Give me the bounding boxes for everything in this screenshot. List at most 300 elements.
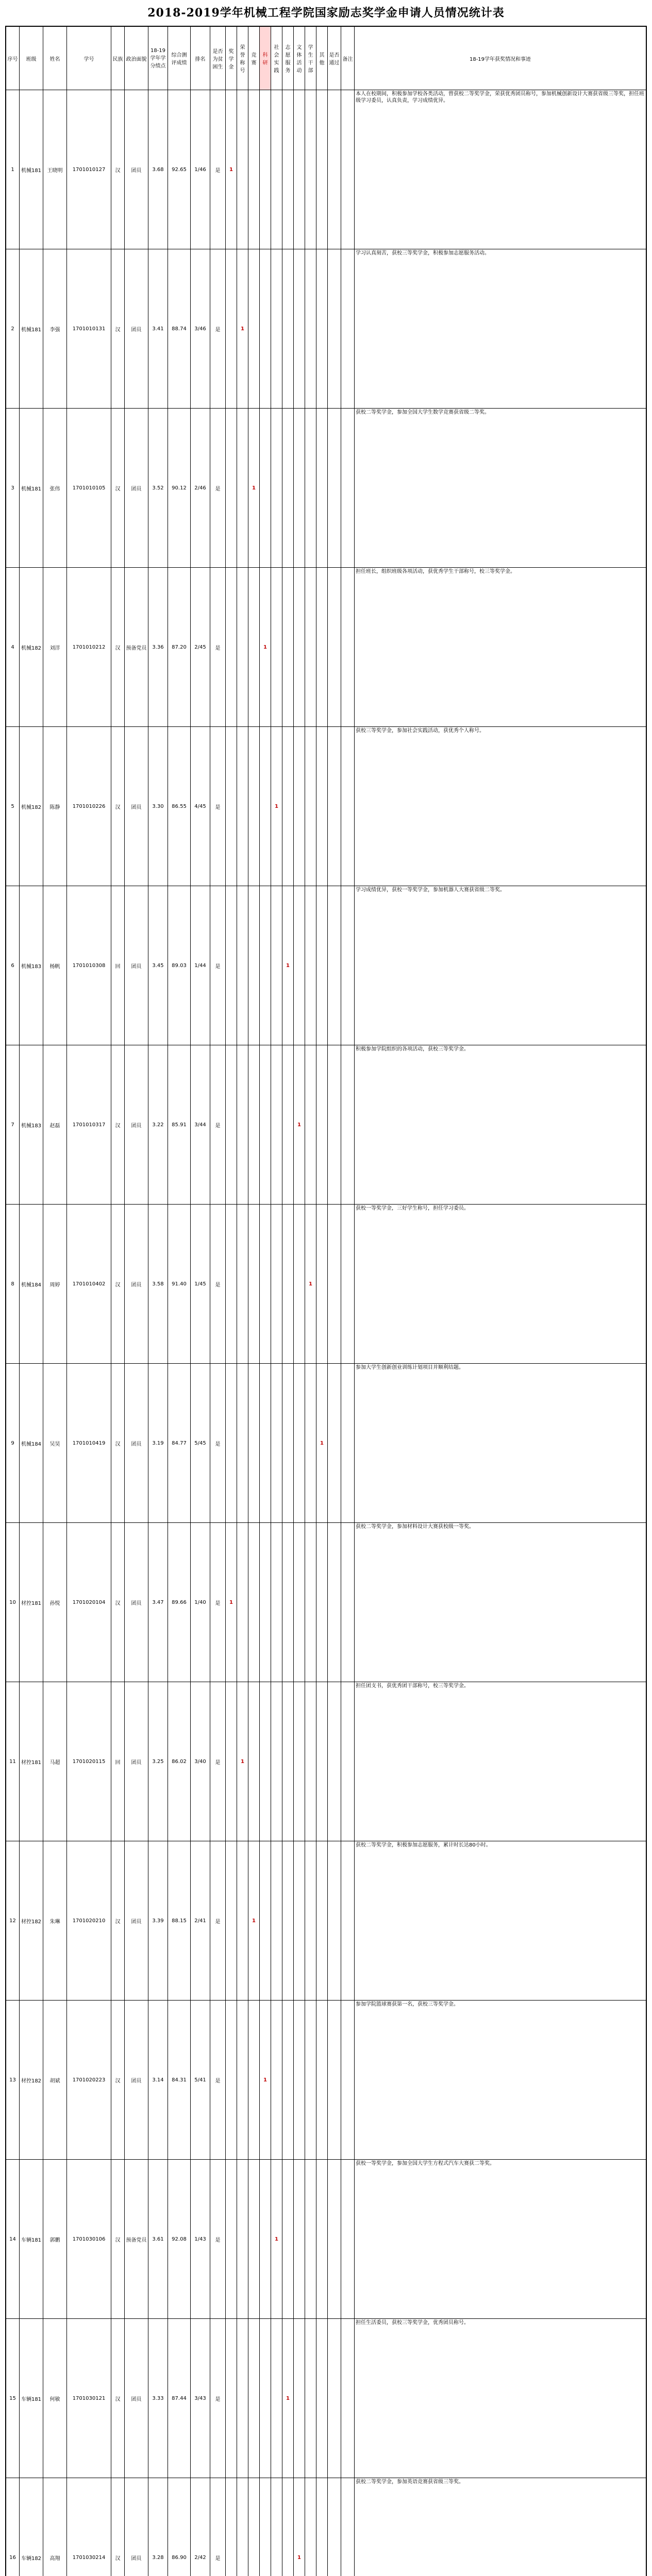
cell-no: 4 — [6, 568, 20, 727]
cell-award — [316, 568, 328, 727]
cell-gpa: 3.30 — [148, 727, 168, 886]
cell-ethnic: 回 — [111, 1682, 125, 1841]
cell-student-id: 1701010317 — [67, 1045, 111, 1205]
table-row — [6, 2001, 646, 2160]
cell-political: 团员 — [125, 2001, 148, 2160]
cell-poverty: 是 — [210, 249, 226, 409]
cell-award — [282, 90, 294, 249]
cell-name: 孙悦 — [43, 1523, 67, 1682]
cell-award — [305, 1523, 316, 1682]
cell-award — [226, 2001, 237, 2160]
cell-flag — [341, 2319, 355, 2478]
cell-description: 获校一等奖学金，参加全国大学生方程式汽车大赛获二等奖。 — [355, 2160, 646, 2319]
cell-award — [237, 2478, 248, 2576]
cell-rank: 3/46 — [191, 249, 210, 409]
cell-award — [260, 2160, 271, 2319]
col-student-id: 学号 — [67, 27, 111, 90]
cell-score: 87.44 — [168, 2319, 191, 2478]
col-description: 18-19学年获奖情况和事迹 — [355, 27, 646, 90]
cell-award — [294, 1205, 305, 1364]
cell-description: 担任团支书，获优秀团干部称号，校三等奖学金。 — [355, 1682, 646, 1841]
statistics-table — [6, 26, 646, 2576]
cell-award — [305, 2160, 316, 2319]
statistics-table-container — [5, 26, 647, 2576]
cell-poverty: 是 — [210, 886, 226, 1045]
cell-no: 7 — [6, 1045, 20, 1205]
cell-award — [226, 2160, 237, 2319]
cell-award — [248, 727, 260, 886]
cell-award — [260, 1523, 271, 1682]
cell-flag — [341, 568, 355, 727]
cell-award: 1 — [260, 2001, 271, 2160]
cell-award — [260, 1205, 271, 1364]
cell-flag — [341, 409, 355, 568]
col-score: 综合测评成绩 — [168, 27, 191, 90]
table-row — [6, 409, 646, 568]
cell-award: 1 — [316, 1364, 328, 1523]
cell-award — [305, 2001, 316, 2160]
cell-rank: 2/41 — [191, 1841, 210, 2001]
cell-award — [237, 727, 248, 886]
cell-award — [294, 568, 305, 727]
cell-award — [305, 886, 316, 1045]
cell-description: 参加大学生创新创业训练计划项目并顺利结题。 — [355, 1364, 646, 1523]
cell-score: 92.08 — [168, 2160, 191, 2319]
cell-award — [260, 727, 271, 886]
cell-no: 15 — [6, 2319, 20, 2478]
cell-gpa: 3.36 — [148, 568, 168, 727]
cell-award: 1 — [237, 249, 248, 409]
cell-award — [305, 2478, 316, 2576]
col-award9: 其他 — [316, 27, 328, 90]
cell-award — [237, 1205, 248, 1364]
cell-gpa: 3.52 — [148, 409, 168, 568]
cell-gpa: 3.28 — [148, 2478, 168, 2576]
cell-flag — [328, 249, 341, 409]
cell-political: 团员 — [125, 886, 148, 1045]
cell-flag — [341, 1523, 355, 1682]
cell-flag — [341, 886, 355, 1045]
cell-award: 1 — [282, 2319, 294, 2478]
cell-award — [282, 2160, 294, 2319]
cell-no: 6 — [6, 886, 20, 1045]
cell-award — [316, 409, 328, 568]
table-row — [6, 2478, 646, 2576]
cell-gpa: 3.45 — [148, 886, 168, 1045]
cell-poverty: 是 — [210, 727, 226, 886]
cell-no: 14 — [6, 2160, 20, 2319]
cell-award — [305, 727, 316, 886]
cell-flag — [328, 1205, 341, 1364]
cell-political: 团员 — [125, 1523, 148, 1682]
cell-flag — [328, 409, 341, 568]
table-row — [6, 2160, 646, 2319]
cell-gpa: 3.41 — [148, 249, 168, 409]
cell-award — [305, 1364, 316, 1523]
table-row — [6, 1045, 646, 1205]
cell-no: 3 — [6, 409, 20, 568]
cell-award — [237, 886, 248, 1045]
cell-award: 1 — [305, 1205, 316, 1364]
cell-no: 5 — [6, 727, 20, 886]
cell-award — [226, 1841, 237, 2001]
cell-award — [226, 568, 237, 727]
col-no: 序号 — [6, 27, 20, 90]
col-award1: 奖学金 — [226, 27, 237, 90]
cell-rank: 3/43 — [191, 2319, 210, 2478]
cell-award — [248, 2001, 260, 2160]
cell-student-id: 1701010127 — [67, 90, 111, 249]
cell-award — [316, 1841, 328, 2001]
cell-award — [305, 409, 316, 568]
cell-award — [271, 90, 282, 249]
cell-award — [316, 2478, 328, 2576]
cell-award — [282, 2001, 294, 2160]
cell-score: 89.03 — [168, 886, 191, 1045]
cell-rank: 1/46 — [191, 90, 210, 249]
cell-name: 朱琳 — [43, 1841, 67, 2001]
table-row — [6, 249, 646, 409]
cell-name: 郭鹏 — [43, 2160, 67, 2319]
cell-student-id: 1701030106 — [67, 2160, 111, 2319]
cell-award — [294, 2319, 305, 2478]
cell-award — [294, 249, 305, 409]
cell-political: 预备党员 — [125, 2160, 148, 2319]
cell-award — [260, 90, 271, 249]
cell-rank: 2/45 — [191, 568, 210, 727]
cell-award — [271, 1205, 282, 1364]
cell-description: 获校二等奖学金，参加英语竞赛获省级三等奖。 — [355, 2478, 646, 2576]
cell-award — [282, 1205, 294, 1364]
cell-flag — [341, 2160, 355, 2319]
cell-award — [316, 1045, 328, 1205]
cell-award — [237, 568, 248, 727]
cell-flag — [328, 568, 341, 727]
cell-poverty: 是 — [210, 2478, 226, 2576]
cell-student-id: 1701010226 — [67, 727, 111, 886]
cell-award — [316, 2001, 328, 2160]
cell-award — [226, 2478, 237, 2576]
cell-award — [305, 1682, 316, 1841]
cell-flag — [328, 2478, 341, 2576]
cell-flag — [341, 1682, 355, 1841]
cell-award — [226, 1045, 237, 1205]
cell-description: 参加学院篮球赛获第一名，获校三等奖学金。 — [355, 2001, 646, 2160]
cell-political: 团员 — [125, 1364, 148, 1523]
cell-ethnic: 汉 — [111, 1364, 125, 1523]
cell-award — [248, 886, 260, 1045]
cell-name: 李强 — [43, 249, 67, 409]
cell-rank: 5/41 — [191, 2001, 210, 2160]
cell-description: 担任班长，组织班级各项活动，获优秀学生干部称号，校三等奖学金。 — [355, 568, 646, 727]
cell-award — [271, 249, 282, 409]
cell-poverty: 是 — [210, 2319, 226, 2478]
table-row — [6, 727, 646, 886]
cell-political: 团员 — [125, 249, 148, 409]
col-award2: 荣誉称号 — [237, 27, 248, 90]
cell-award — [271, 1682, 282, 1841]
table-body — [6, 90, 646, 2576]
col-award8: 学生干部 — [305, 27, 316, 90]
cell-poverty: 是 — [210, 1364, 226, 1523]
cell-award: 1 — [294, 1045, 305, 1205]
cell-award — [316, 1523, 328, 1682]
cell-award — [271, 1045, 282, 1205]
cell-political: 团员 — [125, 409, 148, 568]
cell-ethnic: 汉 — [111, 90, 125, 249]
cell-flag — [341, 1841, 355, 2001]
cell-description: 获校二等奖学金，参加材料设计大赛获校级一等奖。 — [355, 1523, 646, 1682]
cell-ethnic: 汉 — [111, 409, 125, 568]
cell-award — [226, 409, 237, 568]
cell-gpa: 3.61 — [148, 2160, 168, 2319]
table-row — [6, 90, 646, 249]
cell-award — [248, 2319, 260, 2478]
cell-description: 学习认真刻苦，获校三等奖学金，积极参加志愿服务活动。 — [355, 249, 646, 409]
cell-award — [282, 1841, 294, 2001]
cell-description: 学习成绩优异，获校一等奖学金，参加机器人大赛获省级二等奖。 — [355, 886, 646, 1045]
cell-ethnic: 汉 — [111, 2001, 125, 2160]
cell-award — [271, 409, 282, 568]
cell-flag — [341, 1205, 355, 1364]
cell-award — [294, 90, 305, 249]
cell-award — [226, 1364, 237, 1523]
cell-award — [248, 2478, 260, 2576]
cell-award: 1 — [260, 568, 271, 727]
col-award6: 志愿服务 — [282, 27, 294, 90]
cell-political: 团员 — [125, 1205, 148, 1364]
cell-political: 团员 — [125, 1045, 148, 1205]
cell-rank: 2/42 — [191, 2478, 210, 2576]
cell-award — [316, 249, 328, 409]
cell-student-id: 1701010105 — [67, 409, 111, 568]
cell-political: 团员 — [125, 727, 148, 886]
cell-flag — [341, 2001, 355, 2160]
cell-score: 86.90 — [168, 2478, 191, 2576]
cell-poverty: 是 — [210, 568, 226, 727]
col-political: 政治面貌 — [125, 27, 148, 90]
cell-award — [260, 2478, 271, 2576]
cell-description: 获校二等奖学金，参加全国大学生数学竞赛获省级二等奖。 — [355, 409, 646, 568]
table-row — [6, 1682, 646, 1841]
cell-ethnic: 汉 — [111, 568, 125, 727]
cell-gpa: 3.47 — [148, 1523, 168, 1682]
cell-award — [316, 886, 328, 1045]
cell-award — [282, 1364, 294, 1523]
cell-student-id: 1701010212 — [67, 568, 111, 727]
cell-class: 材控181 — [20, 1523, 43, 1682]
cell-political: 团员 — [125, 2478, 148, 2576]
col-class: 班级 — [20, 27, 43, 90]
cell-award — [316, 727, 328, 886]
cell-political: 预备党员 — [125, 568, 148, 727]
cell-award — [294, 2160, 305, 2319]
cell-ethnic: 汉 — [111, 2160, 125, 2319]
cell-award — [248, 1523, 260, 1682]
cell-gpa: 3.39 — [148, 1841, 168, 2001]
cell-class: 材控182 — [20, 1841, 43, 2001]
cell-award — [271, 1523, 282, 1682]
cell-class: 机械182 — [20, 568, 43, 727]
cell-class: 机械184 — [20, 1205, 43, 1364]
cell-award — [237, 1045, 248, 1205]
cell-score: 92.65 — [168, 90, 191, 249]
cell-award — [282, 1682, 294, 1841]
cell-award — [271, 2478, 282, 2576]
cell-description: 获校三等奖学金，参加社会实践活动，获优秀个人称号。 — [355, 727, 646, 886]
cell-award — [316, 1682, 328, 1841]
cell-flag — [341, 727, 355, 886]
cell-award — [260, 1364, 271, 1523]
cell-flag — [328, 90, 341, 249]
cell-flag — [328, 1682, 341, 1841]
cell-award — [237, 1841, 248, 2001]
cell-ethnic: 汉 — [111, 1205, 125, 1364]
cell-score: 86.55 — [168, 727, 191, 886]
cell-name: 何敏 — [43, 2319, 67, 2478]
cell-award — [248, 90, 260, 249]
cell-award — [237, 1523, 248, 1682]
cell-score: 84.77 — [168, 1364, 191, 1523]
cell-award — [226, 2319, 237, 2478]
cell-award — [305, 1045, 316, 1205]
cell-poverty: 是 — [210, 1682, 226, 1841]
cell-no: 11 — [6, 1682, 20, 1841]
cell-award — [294, 2001, 305, 2160]
cell-flag — [328, 2160, 341, 2319]
table-row — [6, 568, 646, 727]
cell-ethnic: 汉 — [111, 2319, 125, 2478]
cell-award — [248, 249, 260, 409]
table-row — [6, 1523, 646, 1682]
cell-political: 团员 — [125, 1841, 148, 2001]
cell-score: 86.02 — [168, 1682, 191, 1841]
cell-name: 高翔 — [43, 2478, 67, 2576]
cell-no: 8 — [6, 1205, 20, 1364]
cell-award — [260, 1682, 271, 1841]
cell-award — [316, 2319, 328, 2478]
cell-name: 张伟 — [43, 409, 67, 568]
cell-flag — [328, 1841, 341, 2001]
cell-name: 赵磊 — [43, 1045, 67, 1205]
cell-description: 获校二等奖学金，积极参加志愿服务，累计时长达80小时。 — [355, 1841, 646, 2001]
cell-award — [294, 1682, 305, 1841]
cell-award — [226, 249, 237, 409]
cell-ethnic: 汉 — [111, 727, 125, 886]
cell-student-id: 1701010402 — [67, 1205, 111, 1364]
cell-student-id: 1701020115 — [67, 1682, 111, 1841]
cell-poverty: 是 — [210, 1045, 226, 1205]
cell-award: 1 — [282, 886, 294, 1045]
cell-rank: 5/45 — [191, 1364, 210, 1523]
cell-award — [305, 2319, 316, 2478]
cell-no: 13 — [6, 2001, 20, 2160]
cell-award — [271, 2001, 282, 2160]
cell-score: 85.91 — [168, 1045, 191, 1205]
cell-award: 1 — [226, 90, 237, 249]
cell-award — [237, 409, 248, 568]
cell-award: 1 — [248, 1841, 260, 2001]
cell-political: 团员 — [125, 1682, 148, 1841]
cell-ethnic: 汉 — [111, 1045, 125, 1205]
cell-award — [271, 1841, 282, 2001]
cell-award — [260, 1841, 271, 2001]
cell-ethnic: 汉 — [111, 1841, 125, 2001]
cell-flag — [328, 2001, 341, 2160]
cell-ethnic: 汉 — [111, 1523, 125, 1682]
cell-rank: 3/40 — [191, 1682, 210, 1841]
cell-student-id: 1701010308 — [67, 886, 111, 1045]
col-flag-b: 备注 — [341, 27, 355, 90]
cell-rank: 1/40 — [191, 1523, 210, 1682]
cell-award — [260, 886, 271, 1045]
col-rank: 排名 — [191, 27, 210, 90]
cell-political: 团员 — [125, 2319, 148, 2478]
col-gpa: 18-19学年学分绩点 — [148, 27, 168, 90]
cell-student-id: 1701030214 — [67, 2478, 111, 2576]
cell-class: 机械184 — [20, 1364, 43, 1523]
cell-poverty: 是 — [210, 1205, 226, 1364]
cell-award — [226, 727, 237, 886]
cell-class: 机械181 — [20, 409, 43, 568]
cell-award — [226, 1205, 237, 1364]
cell-flag — [341, 1364, 355, 1523]
cell-flag — [341, 1045, 355, 1205]
cell-award — [237, 90, 248, 249]
cell-award — [294, 886, 305, 1045]
cell-rank: 2/46 — [191, 409, 210, 568]
cell-name: 吴昊 — [43, 1364, 67, 1523]
cell-award — [260, 2319, 271, 2478]
cell-description: 获校一等奖学金，三好学生称号，担任学习委员。 — [355, 1205, 646, 1364]
cell-description: 本人在校期间，积极参加学校各类活动，曾获校二等奖学金，荣获优秀团员称号，参加机械创新设计大赛获省级三等奖，担任班级学习委员，认真负责，学习成绩优异。 — [355, 90, 646, 249]
cell-student-id: 1701020210 — [67, 1841, 111, 2001]
table-row — [6, 1841, 646, 2001]
table-row — [6, 2319, 646, 2478]
cell-award — [305, 1841, 316, 2001]
cell-description: 积极参加学院组织的各项活动，获校三等奖学金。 — [355, 1045, 646, 1205]
col-award4: 科研 — [260, 27, 271, 90]
cell-award — [226, 1682, 237, 1841]
cell-award — [282, 1523, 294, 1682]
cell-rank: 4/45 — [191, 727, 210, 886]
cell-poverty: 是 — [210, 90, 226, 249]
cell-student-id: 1701030121 — [67, 2319, 111, 2478]
cell-score: 90.12 — [168, 409, 191, 568]
cell-score: 89.66 — [168, 1523, 191, 1682]
cell-flag — [328, 1045, 341, 1205]
cell-rank: 1/45 — [191, 1205, 210, 1364]
cell-gpa: 3.22 — [148, 1045, 168, 1205]
cell-award — [316, 2160, 328, 2319]
cell-award — [271, 2319, 282, 2478]
cell-award — [282, 249, 294, 409]
cell-political: 团员 — [125, 90, 148, 249]
cell-student-id: 1701010131 — [67, 249, 111, 409]
cell-award — [237, 2001, 248, 2160]
cell-name: 刘洋 — [43, 568, 67, 727]
cell-ethnic: 汉 — [111, 249, 125, 409]
cell-gpa: 3.19 — [148, 1364, 168, 1523]
table-row — [6, 1205, 646, 1364]
cell-name: 杨帆 — [43, 886, 67, 1045]
cell-flag — [341, 249, 355, 409]
cell-award — [294, 1523, 305, 1682]
cell-award — [294, 727, 305, 886]
cell-score: 88.74 — [168, 249, 191, 409]
cell-award — [248, 1364, 260, 1523]
cell-class: 车辆181 — [20, 2319, 43, 2478]
